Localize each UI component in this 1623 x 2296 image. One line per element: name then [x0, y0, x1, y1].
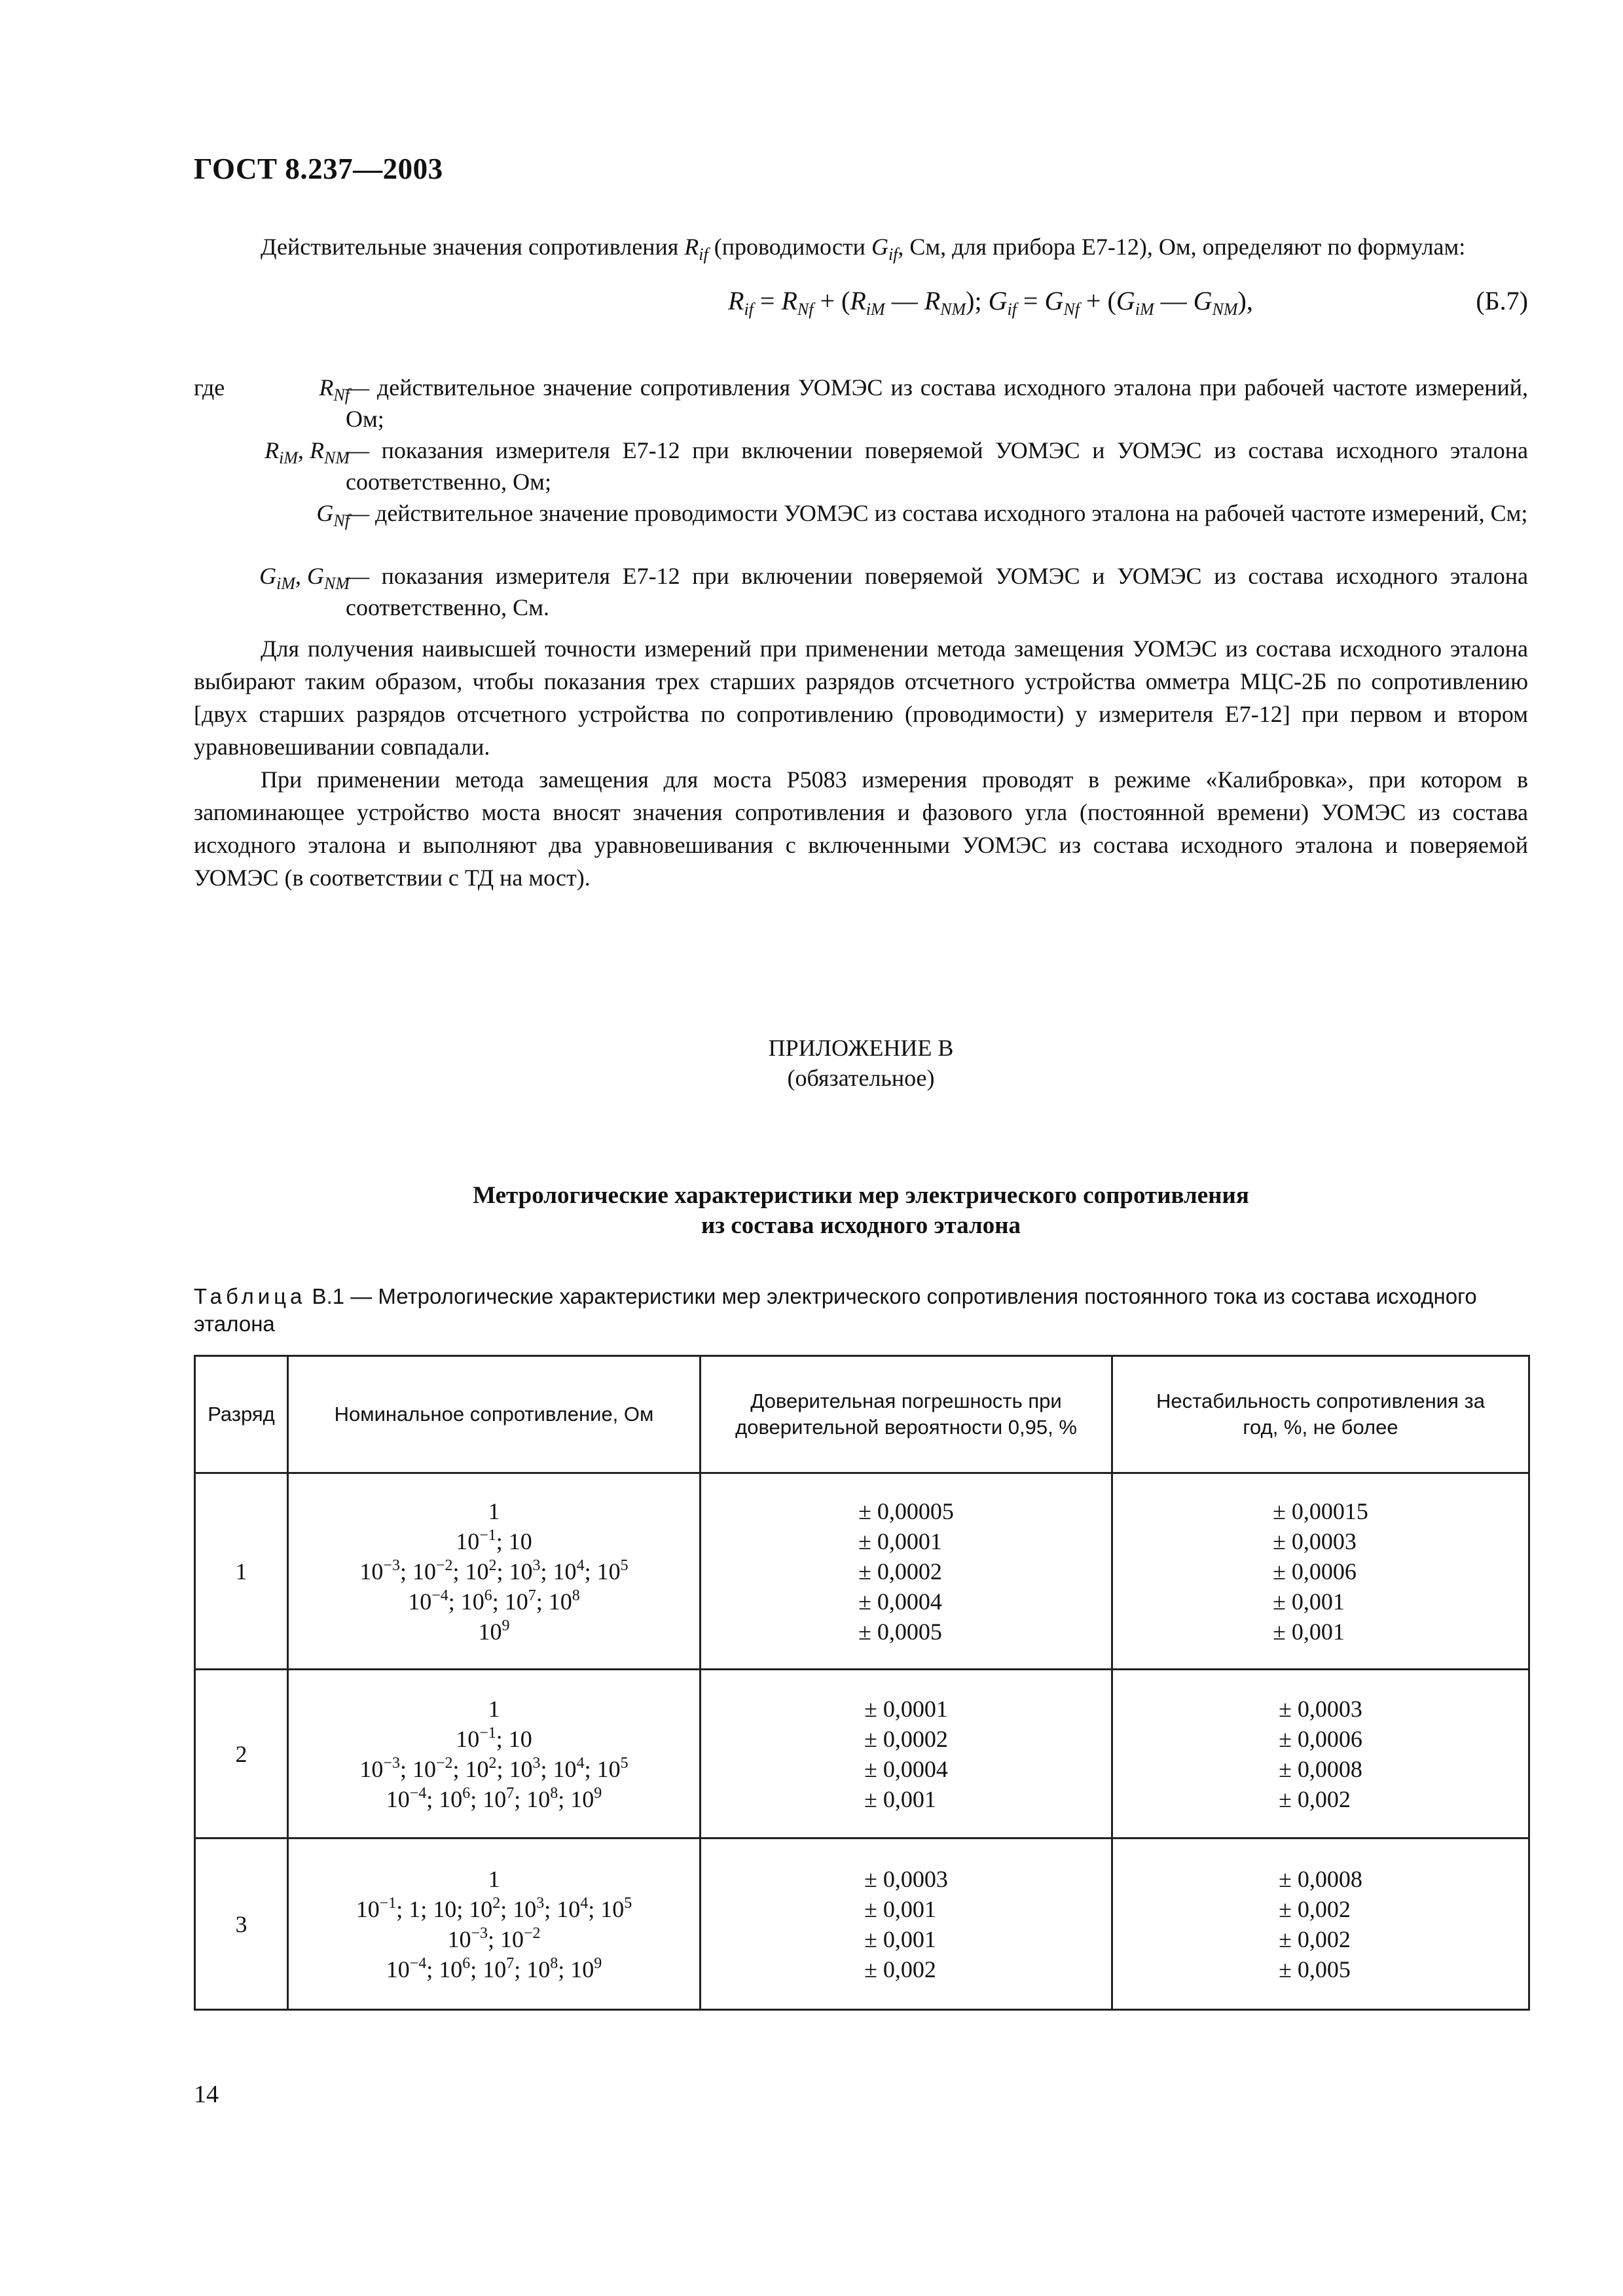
instability-value: ± 0,001	[1273, 1618, 1345, 1645]
document-header: ГОСТ 8.237—2003	[194, 152, 443, 185]
nominal-line: 1	[488, 1695, 500, 1722]
table-caption	[194, 1283, 1528, 1338]
where-list	[194, 372, 1528, 627]
subscript: if	[699, 245, 708, 264]
where-definition: — действительное значение сопротивления УОМЭС из состава исходного эталона при рабочей частоте измерений, Ом;	[346, 374, 1528, 432]
nominal-line: $10^{-1}$; 1; 10; $10^2$; $10^3$; $10^4$; $10^5$	[356, 1894, 632, 1922]
instability-value: ± 0,002	[1279, 1926, 1351, 1952]
intro-paragraph	[194, 230, 1528, 263]
header-nominal: Номинальное сопротивление, Ом	[288, 1356, 701, 1473]
instability-value: ± 0,00015	[1273, 1498, 1368, 1524]
error-value: ± 0,0001	[858, 1528, 942, 1554]
intro-text: , См, для прибора Е7-12), Ом, определяют по формулам:	[898, 234, 1466, 260]
error-value: ± 0,0004	[858, 1588, 942, 1615]
header-instability: Нестабильность сопротивления за год, %, не более	[1112, 1356, 1529, 1473]
appendix-title-block	[194, 1033, 1528, 1093]
instability-value: ± 0,005	[1279, 1956, 1351, 1982]
instability-value: ± 0,0006	[1273, 1558, 1357, 1585]
table-row	[195, 1839, 1529, 2010]
cell-instability	[1112, 1670, 1529, 1839]
where-symbol: $R_{iM}$, $R_{NM}$	[264, 437, 350, 467]
nominal-line: 1	[488, 1865, 500, 1892]
error-value: ± 0,0003	[864, 1865, 948, 1892]
nominal-line: $10^{-4}$; $10^6$; $10^7$; $10^8$; $10^9$	[386, 1954, 602, 1982]
intro-text: (проводимости	[708, 234, 871, 260]
error-value: ± 0,0005	[858, 1618, 942, 1645]
appendix-title: ПРИЛОЖЕНИЕ В	[768, 1035, 954, 1061]
subscript: if	[888, 245, 898, 264]
cell-instability	[1112, 1839, 1529, 2010]
appendix-subtitle: (обязательное)	[787, 1065, 935, 1091]
nominal-line: $10^{-1}$; 10	[456, 1724, 532, 1752]
instability-value: ± 0,002	[1279, 1895, 1351, 1922]
table-caption-text: В.1 — Метрологические характеристики мер электрического сопротивления постоянного тока из состава исходного эталона	[194, 1284, 1477, 1336]
nominal-line: $10^9$	[478, 1617, 510, 1645]
error-value: ± 0,0004	[864, 1755, 948, 1782]
nominal-line: $10^{-4}$; $10^6$; $10^7$; $10^8$; $10^9$	[386, 1784, 602, 1812]
error-value: ± 0,00005	[858, 1498, 954, 1524]
instability-value: ± 0,0008	[1279, 1865, 1362, 1892]
cell-nominal	[288, 1839, 701, 2010]
error-value: ± 0,0001	[864, 1695, 948, 1722]
where-symbol: $G_{iM}$, $G_{NM}$	[259, 563, 350, 593]
cell-error	[701, 1473, 1112, 1670]
paragraph-accuracy	[194, 632, 1528, 763]
metrology-table	[194, 1355, 1530, 2011]
instability-value: ± 0,002	[1279, 1785, 1351, 1812]
header-error: Доверительная погрешность при доверительной вероятности 0,95, %	[701, 1356, 1112, 1473]
nominal-line: $10^{-1}$; 10	[456, 1526, 532, 1554]
table-header-row	[195, 1356, 1529, 1473]
page-number: 14	[194, 2081, 219, 2108]
nominal-line: 1	[488, 1498, 500, 1524]
header-grade: Разряд	[195, 1356, 288, 1473]
cell-nominal	[288, 1473, 701, 1670]
error-value: ± 0,001	[864, 1895, 936, 1922]
formula-b7	[194, 285, 1528, 322]
error-value: ± 0,001	[864, 1785, 936, 1812]
error-value: ± 0,0002	[858, 1558, 942, 1585]
where-symbol: $R_{Nf}$	[319, 374, 350, 404]
paragraph-bridge	[194, 763, 1528, 894]
cell-error	[701, 1839, 1112, 2010]
instability-value: ± 0,0008	[1279, 1755, 1362, 1782]
nominal-line: $10^{-4}$; $10^6$; $10^7$; $10^8$	[408, 1587, 580, 1615]
symbol: R	[684, 234, 699, 260]
cell-grade: 1	[195, 1473, 288, 1670]
cell-grade: 3	[195, 1839, 288, 2010]
instability-value: ± 0,0003	[1279, 1695, 1362, 1722]
where-definition: — показания измерителя Е7-12 при включении поверяемой УОМЭС и УОМЭС из состава исходного эталона соответственно, Ом;	[346, 437, 1529, 495]
nominal-line: $10^{-3}$; $10^{-2}$; $10^2$; $10^3$; $10^4$; $10^5$	[359, 1754, 629, 1782]
nominal-line: $10^{-3}$; $10^{-2}$; $10^2$; $10^3$; $10^4$; $10^5$	[359, 1556, 629, 1585]
where-definition: — действительное значение проводимости УОМЭС из состава исходного эталона на рабочей частоте измерений, См;	[346, 500, 1528, 526]
cell-nominal	[288, 1670, 701, 1839]
formula-expression: $R_{if} = R_{Nf} + (R_{iM}$ — $R_{NM}$); $G_{if} = G_{Nf} + (G_{iM}$ — $G_{NM}$),	[728, 286, 1253, 319]
formula-number: (Б.7)	[1476, 286, 1528, 315]
instability-value: ± 0,0003	[1273, 1528, 1357, 1554]
paragraph-text: При применении метода замещения для моста Р5083 измерения проводят в режиме «Калибровка», при котором в запоминающее устройство моста вносят значения сопротивления и фазового угла (постоянной времени) УОМЭС из состава исходного эталона и выполняют два уравновешивания с включенными УОМЭС из состава исходного эталона и поверяемой УОМЭС (в соответствии с ТД на мост).	[194, 766, 1528, 891]
instability-value: ± 0,001	[1273, 1588, 1345, 1615]
cell-error	[701, 1670, 1112, 1839]
error-value: ± 0,001	[864, 1926, 936, 1952]
appendix-heading-line1: Метрологические характеристики мер электрического сопротивления	[473, 1182, 1249, 1209]
where-symbol: $G_{Nf}$	[316, 500, 350, 530]
cell-instability	[1112, 1473, 1529, 1670]
error-value: ± 0,002	[864, 1956, 936, 1982]
symbol: G	[871, 234, 888, 260]
where-definition: — показания измерителя Е7-12 при включении поверяемой УОМЭС и УОМЭС из состава исходного эталона соответственно, См.	[346, 563, 1529, 620]
where-lead: где	[194, 374, 225, 401]
table-row	[195, 1670, 1529, 1839]
table-caption-label: Таблица	[194, 1284, 306, 1308]
appendix-heading	[194, 1181, 1528, 1241]
instability-value: ± 0,0006	[1279, 1725, 1362, 1752]
intro-text: Действительные значения сопротивления	[261, 234, 685, 260]
appendix-heading-line2: из состава исходного эталона	[701, 1212, 1021, 1239]
table-row	[195, 1473, 1529, 1670]
error-value: ± 0,0002	[864, 1725, 948, 1752]
cell-grade: 2	[195, 1670, 288, 1839]
nominal-line: $10^{-3}$; $10^{-2}$	[447, 1924, 541, 1952]
paragraph-text: Для получения наивысшей точности измерений при применении метода замещения УОМЭС из состава исходного эталона выбирают таким образом, чтобы показания трех старших разрядов отсчетного устройства омметра МЦС-2Б по сопротивлению [двух старших разрядов отсчетного устройства по сопротивлению (проводимости) у измерителя Е7-12] при первом и втором уравновешивании совпадали.	[194, 636, 1528, 760]
